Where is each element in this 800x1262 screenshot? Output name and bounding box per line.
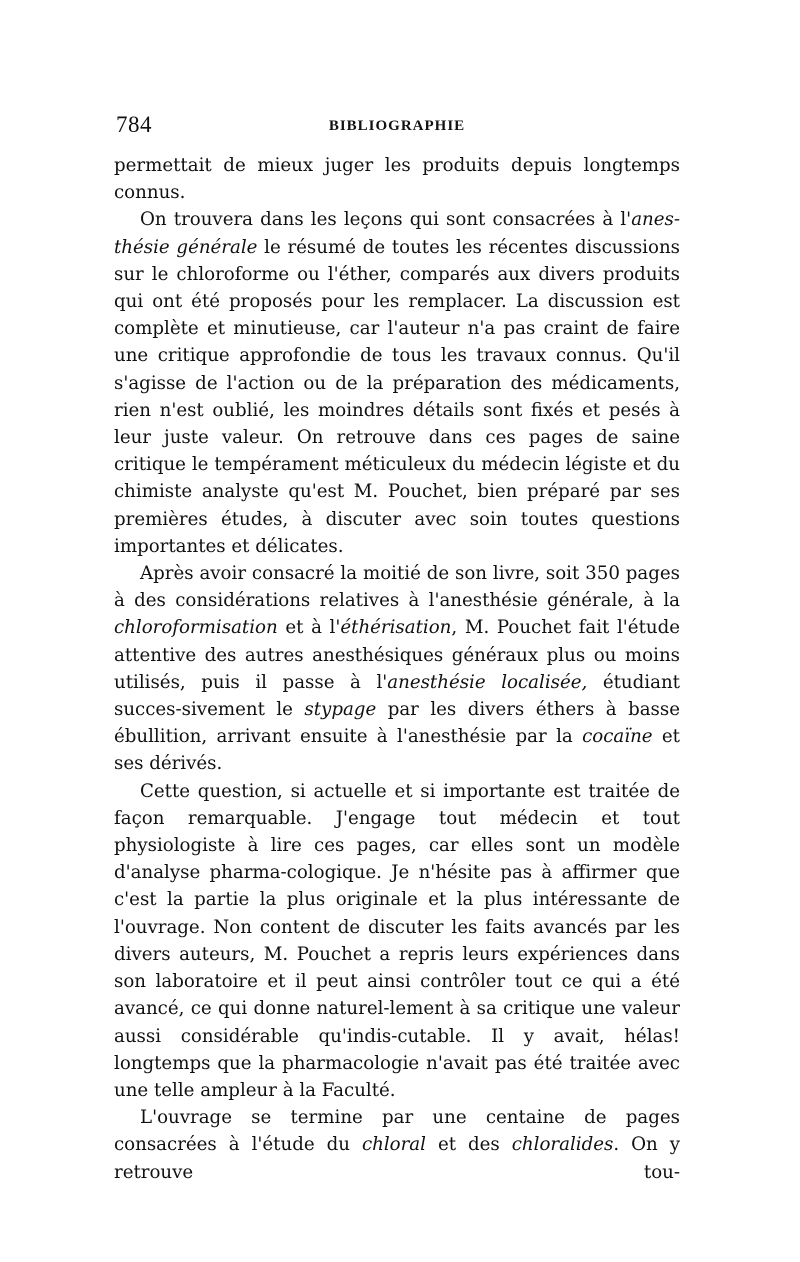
text-run: Après avoir consacré la moitié de son livre, soit 350 pages à des considérations relatives à l'anesthésie générale, à la: [114, 563, 680, 612]
text-run: étudiant succes-sivement le: [114, 671, 680, 721]
paragraph-anesthesiques: [114, 560, 680, 778]
text-run: , M. Pouchet fait l'étude attentive des autres anesthésiques généraux plus ou moins utilisés, puis il passe à l': [114, 617, 680, 693]
text-run: par les divers éthers à basse ébullition, arrivant ensuite à l'anesthésie par la: [114, 699, 680, 748]
italic-term: cocaïne: [582, 726, 653, 748]
book-page: [114, 112, 680, 1186]
text-run: On trouvera dans les leçons qui sont consacrées à l': [140, 209, 632, 231]
text-run: Cette question, si actuelle et si importante est traitée de façon remarquable. J'engage tout médecin et tout physiologiste à lire ces pages, car elles sont un modèle d'analyse pharma-cologique. Je n'hésite pas à affirmer que c'est la partie la plus originale et la plus intéressante de l'ouvrage. Non content de discuter les faits avancés par les divers auteurs, M. Pouchet a repris leurs expériences dans son laboratoire et il peut ainsi contrôler tout ce qui a été avancé, ce qui donne naturel-lement à sa critique une valeur aussi considérable qu'indis-cutable. Il y avait, hélas! longtemps que la pharmacologie n'avait pas été traitée avec une telle ampleur à la Faculté.: [114, 780, 680, 1101]
text-run: et ses dérivés.: [114, 726, 680, 775]
text-run: permettait de mieux juger les produits depuis longtemps connus.: [114, 155, 680, 204]
italic-term: chloral: [361, 1134, 426, 1156]
italic-term: stypage: [304, 699, 377, 721]
paragraph-chloral: [114, 1104, 680, 1186]
text-run: . On y retrouve tou-: [114, 1134, 680, 1183]
italic-term: anesthésie localisée,: [387, 671, 588, 693]
italic-term: éthérisation: [340, 617, 452, 639]
paragraph-continuation: [114, 152, 680, 206]
text-run: le résumé de toutes les récentes discussions sur le chloroforme ou l'éther, comparés aux divers produits qui ont été proposés pour les remplacer. La discussion est complète et minutieuse, car l'auteur n'a pas craint de faire une critique approfondie de tous les travaux connus. Qu'il s'agisse de l'action ou de la préparation des médicaments, rien n'est oublié, les moindres détails sont fixés et pesés à leur juste valeur. On retrouve dans ces pages de saine critique le tempérament méticuleux du médecin légiste et du chimiste analyste qu'est M. Pouchet, bien préparé par ses premières études, à discuter avec soin toutes questions importantes et délicates.: [114, 236, 681, 557]
italic-term: chloroformisation: [114, 617, 278, 639]
text-run: et des: [425, 1134, 512, 1156]
paragraph-pharmacologie: [114, 778, 680, 1104]
paragraph-anesthesie-generale: [114, 206, 680, 560]
italic-term: anes-thésie générale: [114, 209, 680, 258]
running-title: BIBLIOGRAPHIE: [328, 118, 466, 134]
italic-term: chloralides: [511, 1134, 614, 1156]
text-run: et à l': [277, 617, 341, 639]
text-run: L'ouvrage se termine par une centaine de pages consacrées à l'étude du: [114, 1107, 680, 1156]
body-text: [114, 152, 680, 1186]
page-header: [114, 112, 680, 146]
page-number: 784: [116, 112, 152, 137]
